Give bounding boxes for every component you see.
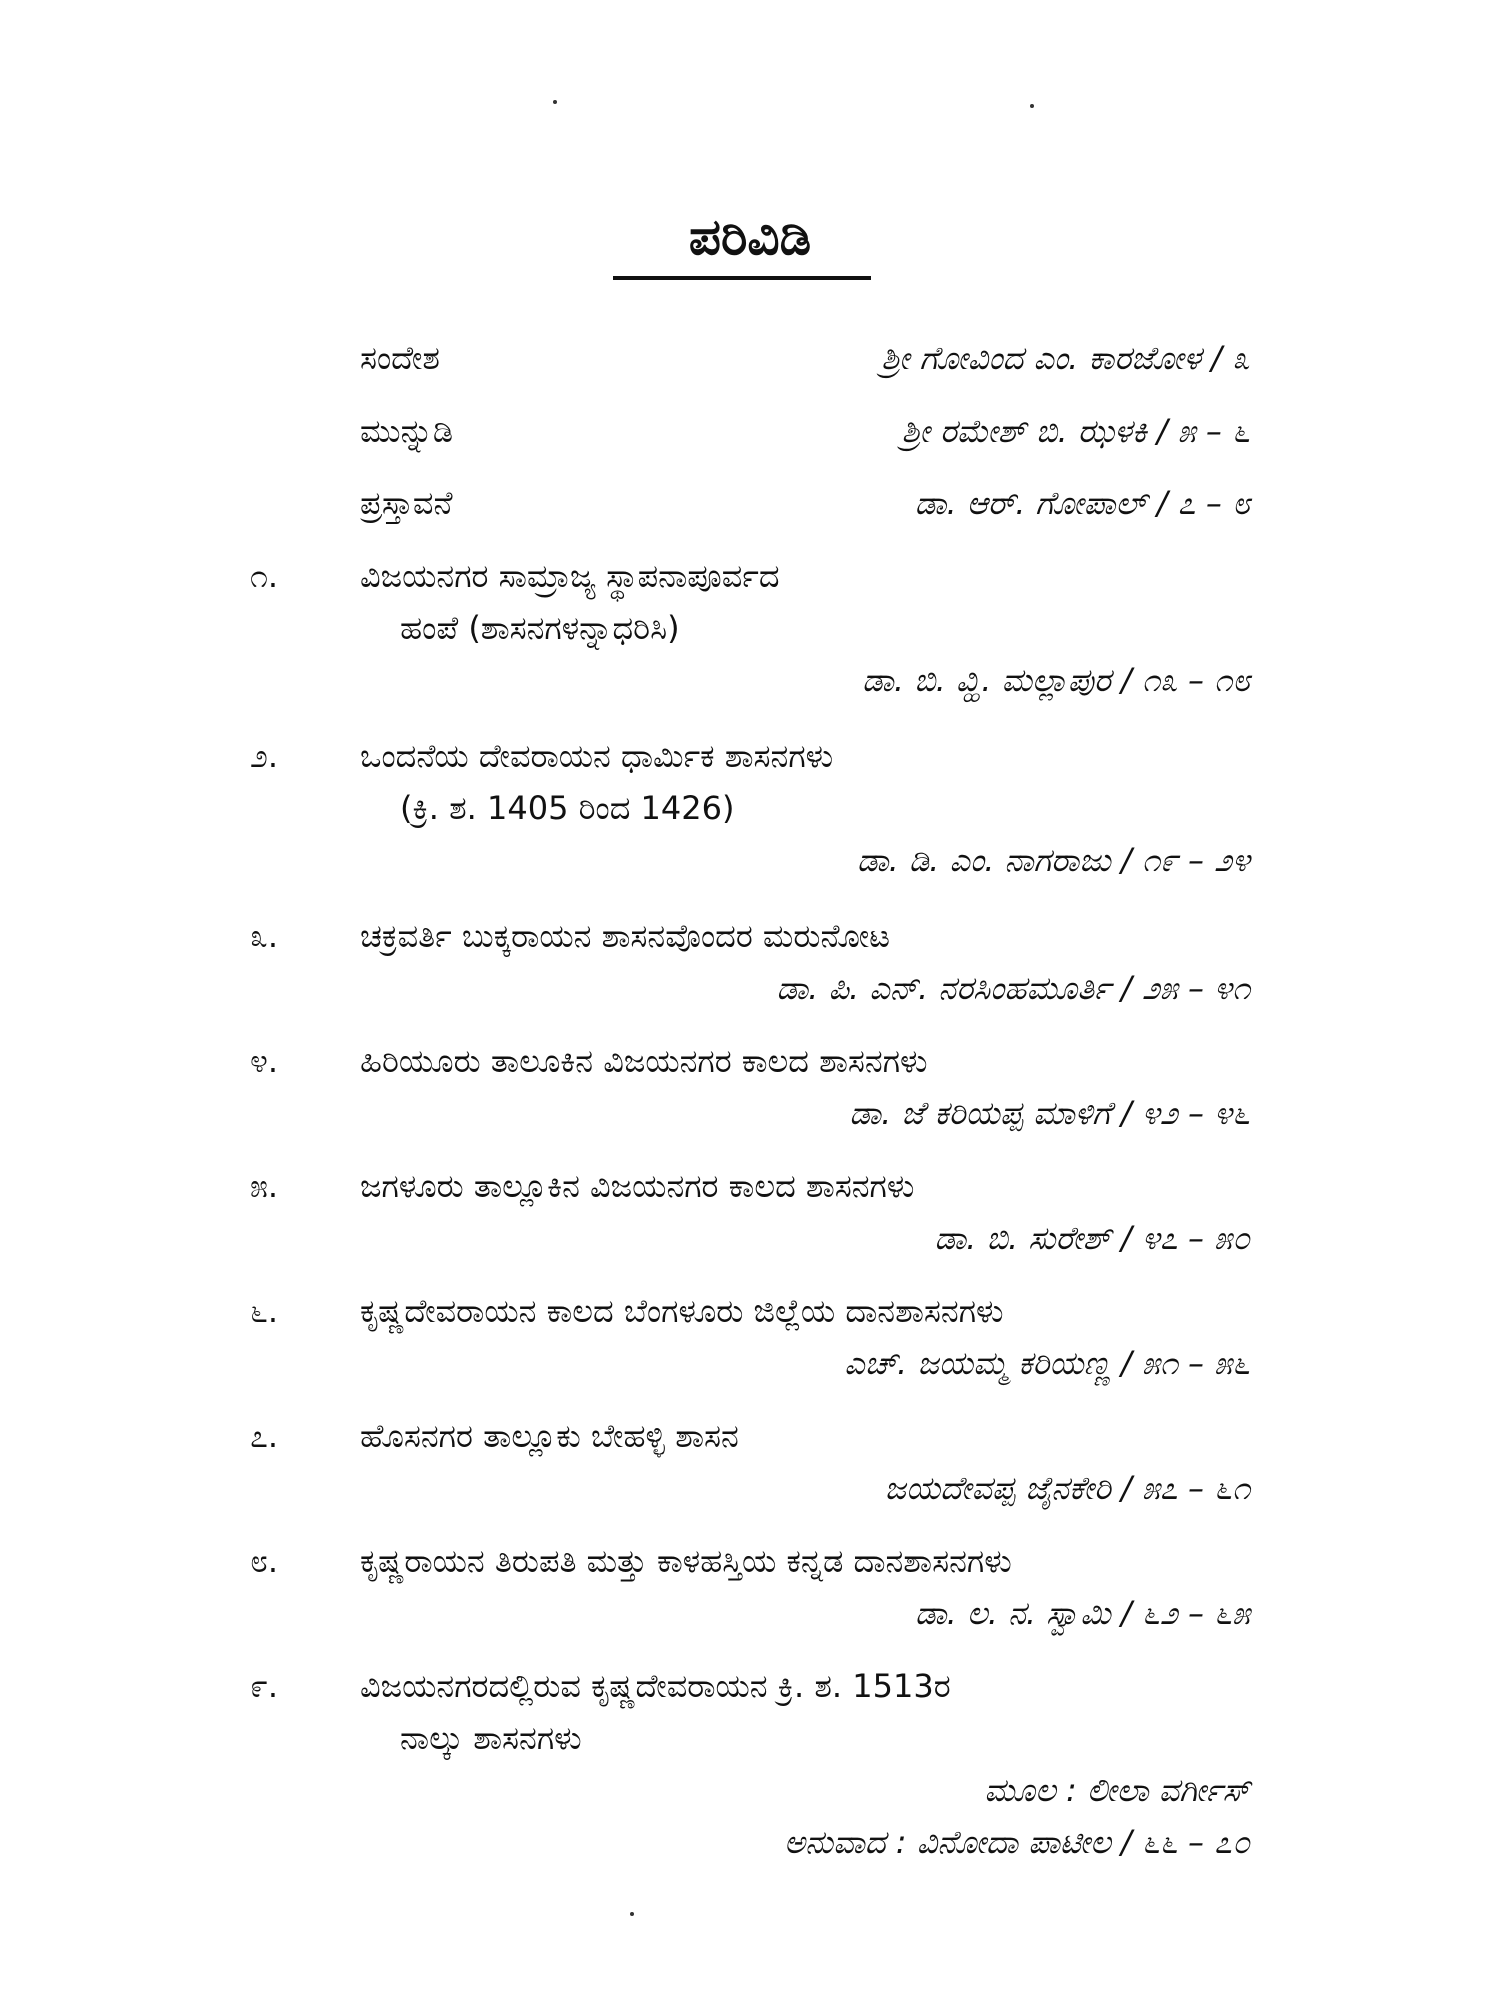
- entry-original-author: ಮೂಲ : ಲೀಲಾ ವರ್ಗೀಸ್: [984, 1771, 1250, 1809]
- entry-author: ಡಾ. ಜೆ ಕರಿಯಪ್ಪ ಮಾಳಿಗೆ / ೪೨ – ೪೬: [849, 1094, 1250, 1132]
- entry-number: ೩.: [250, 917, 279, 955]
- entry-title: ವಿಜಯನಗರ ಸಾಮ್ರಾಜ್ಯ ಸ್ಥಾಪನಾಪೂರ್ವದ: [360, 557, 780, 595]
- prelim-label: ಪ್ರಸ್ತಾವನೆ: [360, 483, 453, 522]
- toc-entry: [250, 1535, 1250, 1639]
- entry-author: ಡಾ. ಡಿ. ಎಂ. ನಾಗರಾಜು / ೧೯ – ೨೪: [856, 841, 1250, 879]
- entry-number: ೧.: [250, 557, 279, 595]
- entry-title: ವಿಜಯನಗರದಲ್ಲಿರುವ ಕೃಷ್ಣದೇವರಾಯನ ಕ್ರಿ. ಶ. 1513ರ: [360, 1667, 951, 1705]
- toc-entry: [250, 1410, 1250, 1514]
- entry-author: ಡಾ. ಬಿ. ಸುರೇಶ್ / ೪೭ – ೫೦: [934, 1219, 1250, 1257]
- toc-entry: [250, 1660, 1250, 1868]
- entry-author: ಡಾ. ಬಿ. ವ್ಹಿ. ಮಲ್ಲಾಪುರ / ೧೩ – ೧೮: [862, 661, 1250, 699]
- toc-entry: [250, 1160, 1250, 1264]
- toc-entry: [250, 1035, 1250, 1139]
- entry-title: ಒಂದನೆಯ ದೇವರಾಯನ ಧಾರ್ಮಿಕ ಶಾಸನಗಳು: [360, 737, 834, 775]
- prelim-author: ಶ್ರೀ ರಮೇಶ್ ಬಿ. ಝಳಕಿ / ೫ – ೬: [901, 411, 1250, 450]
- prelim-author: ಡಾ. ಆರ್. ಗೋಪಾಲ್ / ೭ – ೮: [914, 483, 1250, 522]
- prelim-label: ಸಂದೇಶ: [360, 338, 440, 377]
- entry-author: ಡಾ. ಪಿ. ಎನ್. ನರಸಿಂಹಮೂರ್ತಿ / ೨೫ – ೪೧: [776, 969, 1250, 1007]
- toc-entry: [250, 730, 1250, 886]
- speck: [553, 100, 557, 104]
- prelim-row: [360, 478, 1250, 528]
- toc-entry: [250, 550, 1250, 706]
- toc-entry: [250, 1285, 1250, 1389]
- page-title: ಪರಿವಿಡಿ: [688, 208, 812, 266]
- entry-author: ಎಚ್. ಜಯಮ್ಮ ಕರಿಯಣ್ಣ / ೫೧ – ೫೬: [844, 1344, 1250, 1382]
- entry-title-cont: ಹಂಪೆ (ಶಾಸನಗಳನ್ನಾಧರಿಸಿ): [400, 609, 680, 647]
- entry-number: ೫.: [250, 1167, 279, 1205]
- entry-number: ೯.: [250, 1667, 279, 1705]
- entry-title: ಕೃಷ್ಣರಾಯನ ತಿರುಪತಿ ಮತ್ತು ಕಾಳಹಸ್ತಿಯ ಕನ್ನಡ ದಾನಶಾಸನಗಳು: [360, 1542, 1012, 1580]
- entry-title: ಚಕ್ರವರ್ತಿ ಬುಕ್ಕರಾಯನ ಶಾಸನವೊಂದರ ಮರುನೋಟ: [360, 917, 891, 955]
- entry-number: ೪.: [250, 1042, 279, 1080]
- prelim-label: ಮುನ್ನುಡಿ: [360, 411, 454, 450]
- entry-translator: ಅನುವಾದ : ವಿನೋದಾ ಪಾಟೀಲ / ೬೬ – ೭೦: [784, 1823, 1250, 1861]
- speck: [1030, 104, 1034, 108]
- entry-title-cont: ನಾಲ್ಕು ಶಾಸನಗಳು: [400, 1719, 582, 1757]
- prelim-author: ಶ್ರೀ ಗೋವಿಂದ ಎಂ. ಕಾರಜೋಳ / ೩: [881, 338, 1250, 377]
- entry-number: ೮.: [250, 1542, 279, 1580]
- entry-title: ಹಿರಿಯೂರು ತಾಲೂಕಿನ ವಿಜಯನಗರ ಕಾಲದ ಶಾಸನಗಳು: [360, 1042, 928, 1080]
- prelim-row: [360, 406, 1250, 456]
- entry-author: ಡಾ. ಲ. ನ. ಸ್ವಾಮಿ / ೬೨ – ೬೫: [915, 1594, 1250, 1632]
- entry-number: ೭.: [250, 1417, 279, 1455]
- prelim-row: [360, 333, 1250, 383]
- title-underline: [613, 276, 871, 280]
- entry-title: ಹೊಸನಗರ ತಾಲ್ಲೂಕು ಬೇಹಳ್ಳಿ ಶಾಸನ: [360, 1417, 739, 1455]
- toc-entry: [250, 910, 1250, 1014]
- speck: [630, 1912, 634, 1916]
- entry-title: ಜಗಳೂರು ತಾಲ್ಲೂಕಿನ ವಿಜಯನಗರ ಕಾಲದ ಶಾಸನಗಳು: [360, 1167, 915, 1205]
- entry-number: ೬.: [250, 1292, 279, 1330]
- entry-title-cont: (ಕ್ರಿ. ಶ. 1405 ರಿಂದ 1426): [400, 789, 735, 827]
- entry-author: ಜಯದೇವಪ್ಪ ಜೈನಕೇರಿ / ೫೭ – ೬೧: [884, 1469, 1250, 1507]
- entry-title: ಕೃಷ್ಣದೇವರಾಯನ ಕಾಲದ ಬೆಂಗಳೂರು ಜಿಲ್ಲೆಯ ದಾನಶಾಸನಗಳು: [360, 1292, 1004, 1330]
- entry-number: ೨.: [250, 737, 279, 775]
